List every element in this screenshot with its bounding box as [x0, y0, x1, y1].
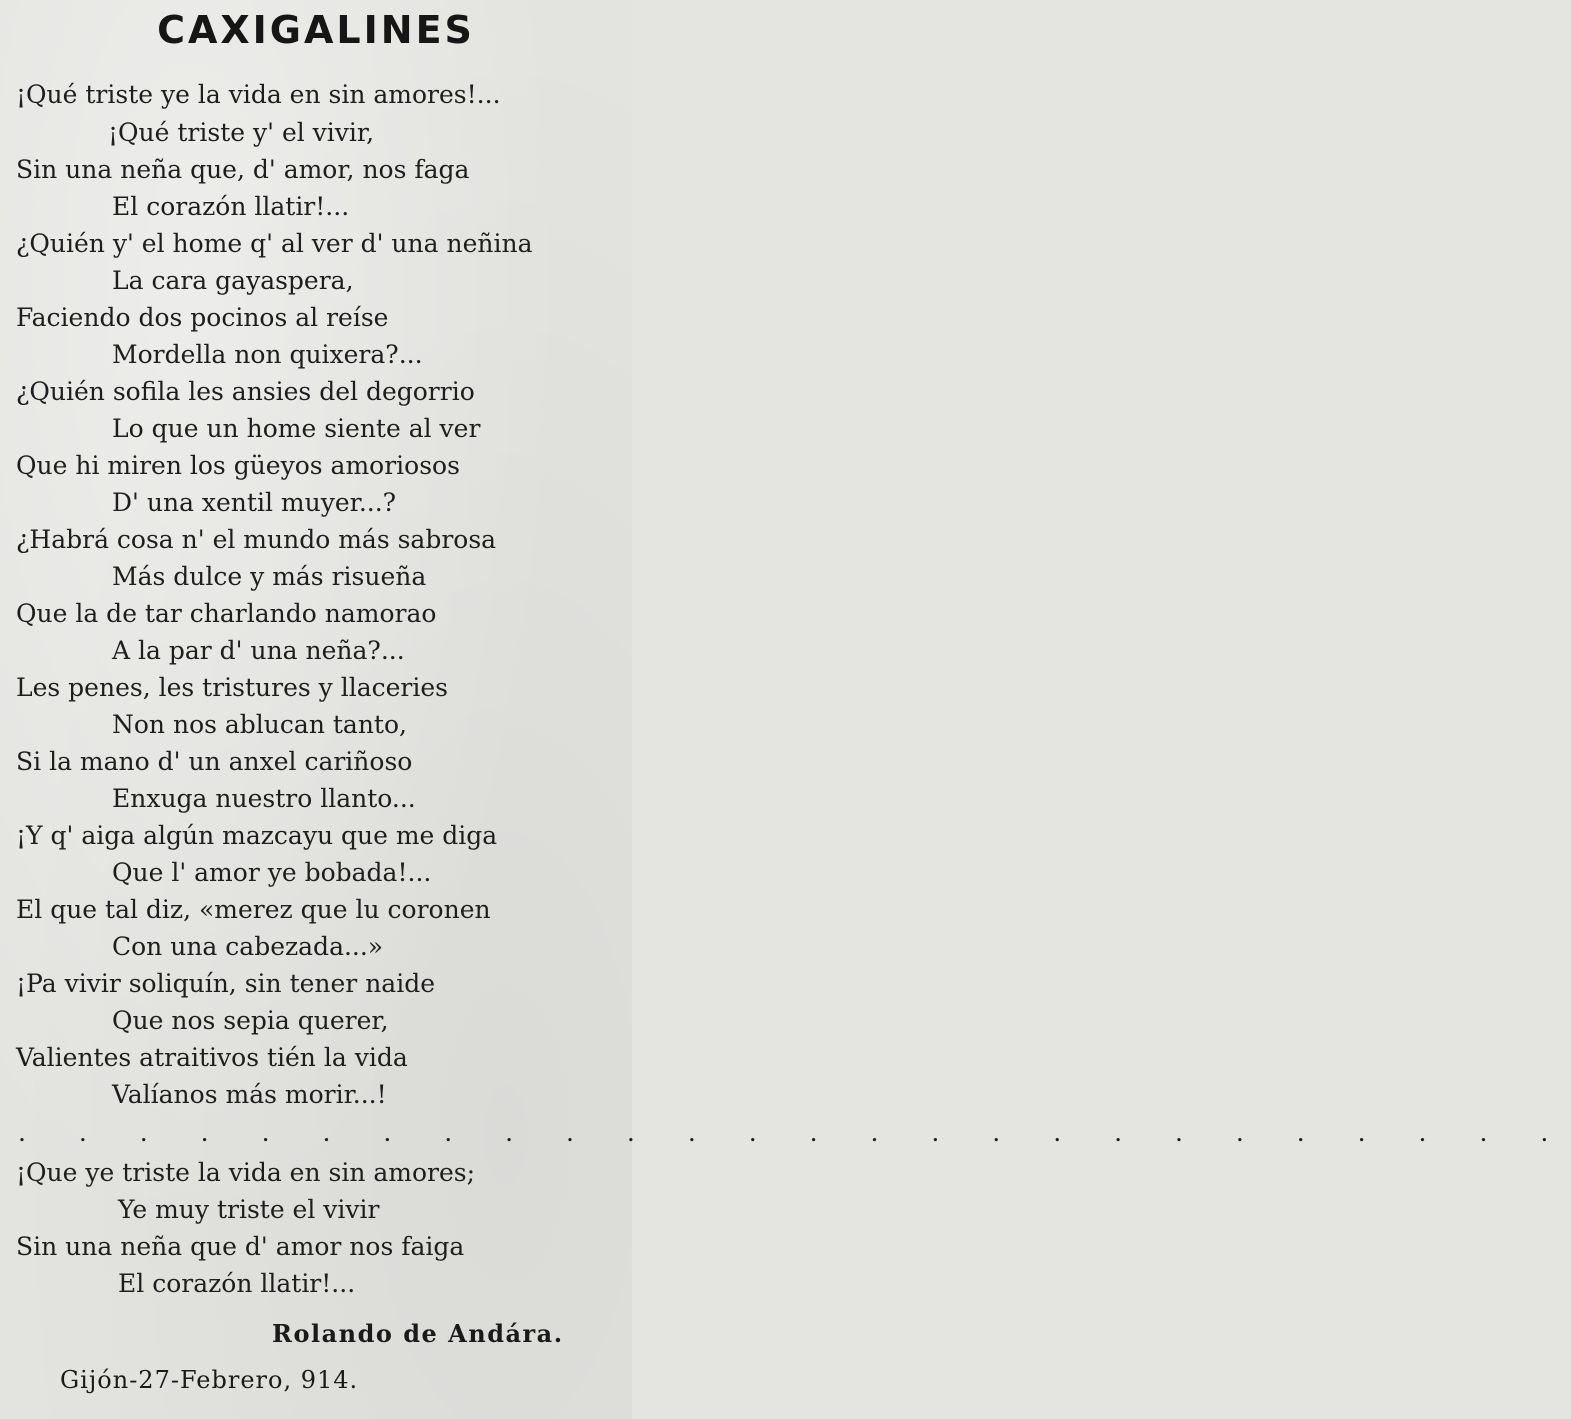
poem-line: Sin una neña que d' amor nos faiga — [16, 1232, 465, 1261]
poem-line: Sin una neña que, d' amor, nos faga — [16, 155, 470, 184]
poem-line: ¡Que ye triste la vida en sin amores; — [16, 1158, 476, 1187]
poem-line: A la par d' una neña?... — [112, 636, 405, 665]
poem-line: ¡Pa vivir soliquín, sin tener naide — [16, 969, 436, 998]
poem-line: Que l' amor ye bobada!... — [112, 858, 432, 887]
poem-line: Lo que un home siente al ver — [112, 414, 481, 443]
poem-line: Faciendo dos pocinos al reíse — [16, 303, 389, 332]
poem-line: El corazón llatir!... — [112, 192, 350, 221]
poem-line: Mordella non quixera?... — [112, 340, 423, 369]
poem-line: D' una xentil muyer...? — [112, 488, 397, 517]
poem-line: El corazón llatir!... — [118, 1269, 356, 1298]
poem-line: Que la de tar charlando namorao — [16, 599, 437, 628]
poem-line: Que nos sepia querer, — [112, 1006, 389, 1035]
poem-line: ¡Qué triste ye la vida en sin amores!... — [16, 80, 501, 109]
poem-line: ¿Habrá cosa n' el mundo más sabrosa — [16, 525, 497, 554]
section-separator: . . . . . . . . . . . . . . . . . . . . . . . . . . — [18, 1118, 1571, 1147]
poem-line: Ye muy triste el vivir — [118, 1195, 380, 1224]
poem-line: Valíanos más morir...! — [112, 1080, 387, 1109]
poem-line: Valientes atraitivos tién la vida — [16, 1043, 408, 1072]
poem-line: Enxuga nuestro llanto... — [112, 784, 416, 813]
poem-line: Les penes, les tristures y llaceries — [16, 673, 448, 702]
poem-line: Non nos ablucan tanto, — [112, 710, 407, 739]
poem-line: El que tal diz, «merez que lu coronen — [16, 895, 491, 924]
poem-line: ¡Qué triste y' el vivir, — [108, 118, 375, 147]
poem-line: ¿Quién sofila les ansies del degorrio — [16, 377, 475, 406]
dateline: Gijón-27-Febrero, 914. — [60, 1366, 359, 1394]
poem-line: La cara gayaspera, — [112, 266, 354, 295]
poem-line: Si la mano d' un anxel cariñoso — [16, 747, 413, 776]
poem-line: Con una cabezada...» — [112, 932, 384, 961]
poem-line: Que hi miren los güeyos amoriosos — [16, 451, 460, 480]
poem-title: CAXIGALINES — [157, 8, 475, 52]
author-signature: Rolando de Andára. — [272, 1319, 564, 1348]
poem-line: ¿Quién y' el home q' al ver d' una neñina — [16, 229, 533, 258]
poem-line: ¡Y q' aiga algún mazcayu que me diga — [16, 821, 498, 850]
poem-line: Más dulce y más risueña — [112, 562, 427, 591]
